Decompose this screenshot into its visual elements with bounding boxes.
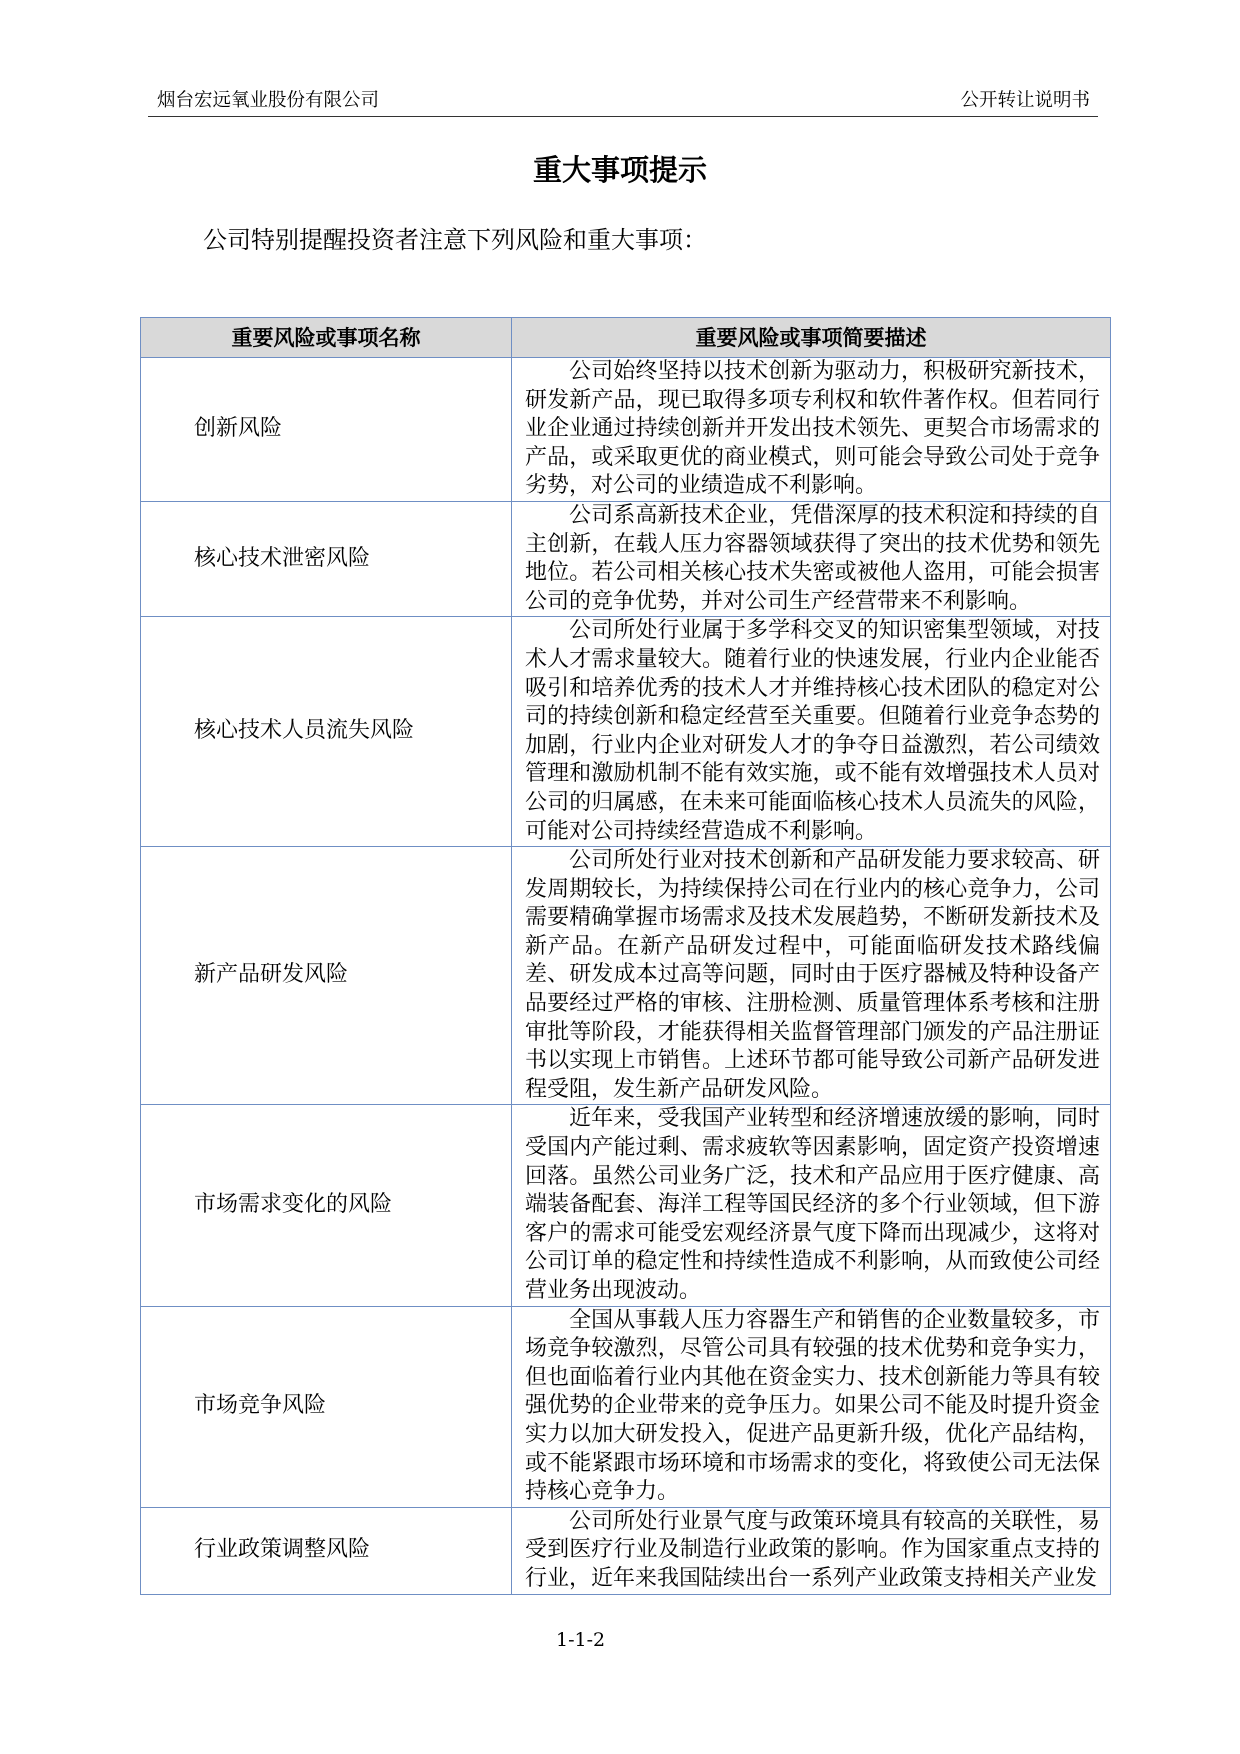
risk-name-cell: 创新风险 xyxy=(141,358,512,502)
column-header-name: 重要风险或事项名称 xyxy=(141,318,512,358)
table-row xyxy=(141,847,1111,1105)
risk-description-cell xyxy=(512,1105,1111,1306)
description-line: 场竞争较激烈，尽管公司具有较强的技术优势和竞争实力， xyxy=(525,1336,1100,1362)
description-line: 公司所处行业属于多学科交叉的知识密集型领域，对技 xyxy=(569,618,1100,644)
description-line: 公司的竞争优势，并对公司生产经营带来不利影响。 xyxy=(525,588,1032,614)
description-line: 吸引和培养优秀的技术人才并维持核心技术团队的稳定对公 xyxy=(525,675,1100,701)
description-line: 公司系高新技术企业，凭借深厚的技术积淀和持续的自 xyxy=(569,502,1100,528)
intro-paragraph: 公司特别提醒投资者注意下列风险和重大事项： xyxy=(203,226,707,254)
description-line: 加剧，行业内企业对研发人才的争夺日益激烈，若公司绩效 xyxy=(525,732,1100,758)
risk-description-cell xyxy=(512,1306,1111,1507)
description-line: 全国从事载人压力容器生产和销售的企业数量较多，市 xyxy=(569,1307,1100,1333)
description-line: 公司的归属感，在未来可能面临核心技术人员流失的风险， xyxy=(525,789,1100,815)
table-row xyxy=(141,1306,1111,1507)
table-row xyxy=(141,501,1111,616)
description-line: 书以实现上市销售。上述环节都可能导致公司新产品研发进 xyxy=(525,1048,1100,1074)
description-line: 行业，近年来我国陆续出台一系列产业政策支持相关产业发 xyxy=(525,1565,1098,1591)
risk-table xyxy=(140,317,1111,1595)
header-row xyxy=(141,318,1111,358)
description-line: 审批等阶段，才能获得相关监督管理部门颁发的产品注册证 xyxy=(525,1019,1100,1045)
page-number: 1-1-2 xyxy=(556,1629,606,1651)
page-title: 重大事项提示 xyxy=(532,153,707,187)
risk-name-cell: 行业政策调整风险 xyxy=(141,1507,512,1594)
page-header xyxy=(148,88,1098,117)
risk-description-cell xyxy=(512,358,1111,502)
document-type: 公开转让说明书 xyxy=(960,90,1090,111)
risk-name-cell: 市场需求变化的风险 xyxy=(141,1105,512,1306)
description-line: 程受阻，发生新产品研发风险。 xyxy=(525,1076,834,1102)
table-row xyxy=(141,617,1111,847)
table-row xyxy=(141,358,1111,502)
description-line: 发周期较长，为持续保持公司在行业内的核心竞争力，公司 xyxy=(525,876,1100,902)
description-line: 需要精确掌握市场需求及技术发展趋势，不断研发新技术及 xyxy=(525,905,1100,931)
description-line: 公司所处行业景气度与政策环境具有较高的关联性，易 xyxy=(569,1508,1100,1534)
description-line: 持核心竞争力。 xyxy=(525,1479,680,1505)
description-line: 司的持续创新和稳定经营至关重要。但随着行业竞争态势的 xyxy=(525,704,1100,730)
description-line: 受到医疗行业及制造行业政策的影响。作为国家重点支持的 xyxy=(525,1537,1100,1563)
risk-description-cell xyxy=(512,1507,1111,1594)
description-line: 受国内产能过剩、需求疲软等因素影响，固定资产投资增速 xyxy=(525,1135,1100,1161)
description-line: 品要经过严格的审核、注册检测、质量管理体系考核和注册 xyxy=(525,991,1100,1017)
risk-name-cell: 市场竞争风险 xyxy=(141,1306,512,1507)
risk-description-cell xyxy=(512,847,1111,1105)
description-line: 近年来，受我国产业转型和经济增速放缓的影响，同时 xyxy=(569,1106,1100,1132)
description-line: 主创新，在载人压力容器领域获得了突出的技术优势和领先 xyxy=(525,531,1100,557)
description-line: 强优势的企业带来的竞争压力。如果公司不能及时提升资金 xyxy=(525,1393,1100,1419)
description-line: 新产品。在新产品研发过程中，可能面临研发技术路线偏 xyxy=(525,933,1100,959)
description-line: 地位。若公司相关核心技术失密或被他人盗用，可能会损害 xyxy=(525,560,1100,586)
risk-description-cell xyxy=(512,501,1111,616)
description-line: 或不能紧跟市场环境和市场需求的变化，将致使公司无法保 xyxy=(525,1450,1100,1476)
description-line: 回落。虽然公司业务广泛，技术和产品应用于医疗健康、高 xyxy=(525,1163,1100,1189)
description-line: 差、研发成本过高等问题，同时由于医疗器械及特种设备产 xyxy=(525,962,1100,988)
description-line: 可能对公司持续经营造成不利影响。 xyxy=(525,818,878,844)
table-row xyxy=(141,1105,1111,1306)
description-line: 管理和激励机制不能有效实施，或不能有效增强技术人员对 xyxy=(525,761,1100,787)
table-row xyxy=(141,1507,1111,1594)
description-line: 营业务出现波动。 xyxy=(525,1278,702,1303)
description-line: 端装备配套、海洋工程等国民经济的多个行业领域，但下游 xyxy=(525,1192,1100,1218)
description-line: 公司订单的稳定性和持续性造成不利影响，从而致使公司经 xyxy=(525,1249,1100,1275)
column-header-description: 重要风险或事项简要描述 xyxy=(512,318,1111,358)
risk-description-cell xyxy=(512,617,1111,847)
risk-name-cell: 新产品研发风险 xyxy=(141,847,512,1105)
risk-name-cell: 核心技术泄密风险 xyxy=(141,501,512,616)
description-line: 产品，或采取更优的商业模式，则可能会导致公司处于竞争 xyxy=(525,444,1100,470)
description-line: 公司始终坚持以技术创新为驱动力，积极研究新技术， xyxy=(569,359,1100,384)
risk-table-body xyxy=(141,358,1111,1595)
company-name: 烟台宏远氧业股份有限公司 xyxy=(157,90,380,111)
description-line: 客户的需求可能受宏观经济景气度下降而出现减少，这将对 xyxy=(525,1220,1100,1246)
description-line: 劣势，对公司的业绩造成不利影响。 xyxy=(525,473,878,499)
risk-name-cell: 核心技术人员流失风险 xyxy=(141,617,512,847)
description-line: 研发新产品，现已取得多项专利权和软件著作权。但若同行 xyxy=(525,387,1100,413)
risk-table-header xyxy=(141,318,1111,358)
description-line: 但也面临着行业内其他在资金实力、技术创新能力等具有较 xyxy=(525,1364,1100,1390)
description-line: 业企业通过持续创新并开发出技术领先、更契合市场需求的 xyxy=(525,416,1100,442)
description-line: 术人才需求量较大。随着行业的快速发展，行业内企业能否 xyxy=(525,646,1100,672)
description-line: 公司所处行业对技术创新和产品研发能力要求较高、研 xyxy=(569,848,1100,874)
description-line: 实力以加大研发投入，促进产品更新升级，优化产品结构， xyxy=(525,1421,1100,1447)
